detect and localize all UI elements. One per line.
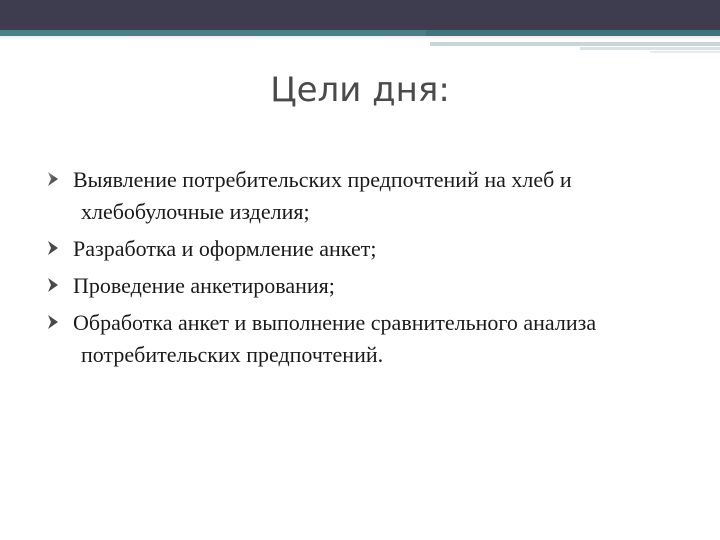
list-item-text: Разработка и оформление анкет; — [73, 236, 377, 261]
header-fade-stripe-1 — [430, 42, 720, 46]
arrowhead-bullet-icon — [45, 235, 75, 263]
slide-title-text: Цели дня: — [270, 70, 450, 110]
list-item-text: Проведение анкетирования; — [73, 273, 335, 298]
arrowhead-bullet-icon — [45, 272, 75, 300]
arrowhead-bullet-icon — [45, 166, 75, 194]
list-item — [45, 164, 685, 228]
list-item — [45, 233, 685, 265]
list-item-text: Выявление потребительских предпочтений на хлеб и хлебобулочные изделия; — [73, 167, 572, 224]
header-fade-stripe-3 — [650, 51, 720, 53]
list-item — [45, 307, 685, 371]
header-band-dark — [0, 0, 720, 30]
list-item-text: Обработка анкет и выполнение сравнительного анализа потребительских предпочтений. — [73, 310, 597, 367]
header-band-light — [0, 36, 720, 40]
header-fade-stripe-2 — [580, 47, 720, 50]
arrowhead-bullet-icon — [45, 309, 75, 337]
list-item — [45, 270, 685, 302]
bullet-list — [45, 164, 685, 376]
slide-title — [0, 70, 720, 110]
